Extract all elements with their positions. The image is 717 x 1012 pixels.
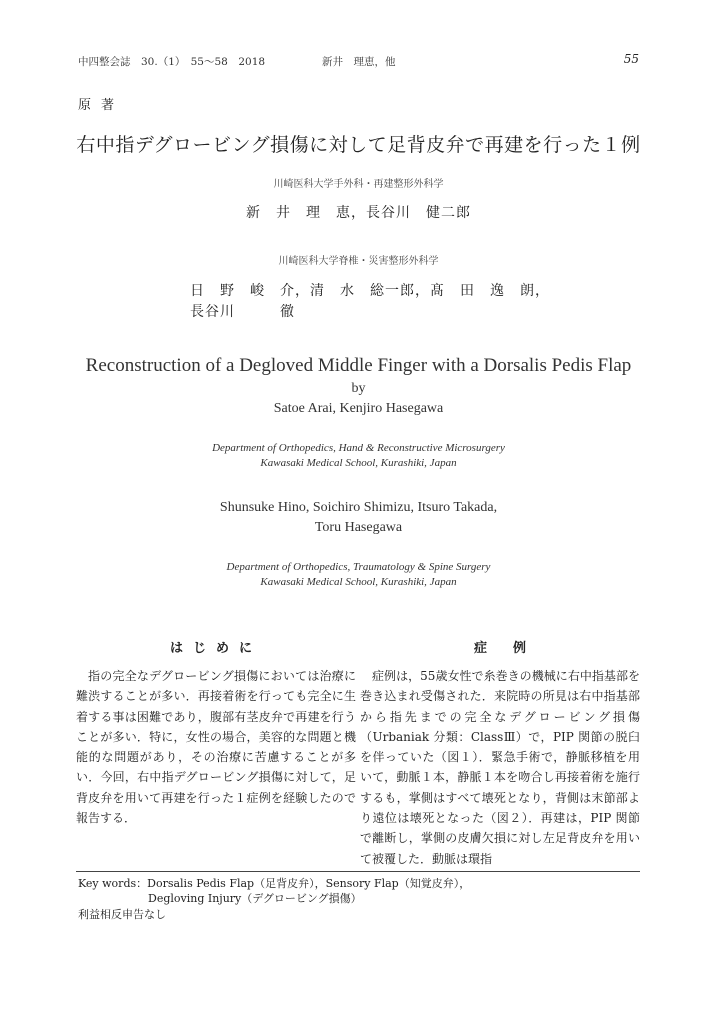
intro-column	[76, 666, 356, 828]
by-line: by	[351, 381, 366, 396]
page-number: 55	[623, 52, 639, 66]
running-authors: 新井 理恵，他	[322, 56, 396, 68]
authors-1-japanese: 新 井 理 恵，長谷川 健二郎	[246, 205, 471, 221]
affiliation-2-english-line-2: Kawasaki Medical School, Kurashiki, Japan	[260, 576, 457, 588]
authors-2-english-line-1: Shunsuke Hino, Soichiro Shimizu, Itsuro Takada,	[219, 500, 498, 515]
affiliation-1-japanese: 川崎医科大学手外科・再建整形外科学	[273, 179, 444, 190]
case-paragraph: 症例は，55歳女性で糸巻きの機械に右中指基部を巻き込まれ受傷された．来院時の所見は右中指基部から指先までの完全なデグロービング損傷（Urbaniak 分類：ClassⅢ）で，PIP 関節の脱臼を伴っていた（図１）．緊急手術で，静脈移植を用いて，動脈１本，静脈１本を吻合し再接着術を施行するも，掌側はすべて壊死となり，背側は末節部より遠位は壊死となった（図２）．再建は，PIP 関節で離断し，掌側の皮膚欠損に対し左足背皮弁を用いて被覆した．動脈は環指	[360, 669, 640, 866]
journal-citation: 中四整会誌 30.（1） 55～58 2018	[78, 56, 266, 68]
case-heading: 症 例	[473, 641, 526, 656]
keywords-line-1: Key words：Dorsalis Pedis Flap（足背皮弁），Sensory Flap（知覚皮弁），	[78, 877, 471, 890]
affiliation-1-english	[0, 441, 717, 471]
authors-2-english-line-2: Toru Hasegawa	[314, 520, 403, 535]
affiliation-1-english-line-1: Department of Orthopedics, Hand & Reconstructive Microsurgery	[212, 442, 505, 454]
authors-2-english	[0, 498, 717, 538]
title-english: Reconstruction of a Degloved Middle Finger with a Dorsalis Pedis Flap	[85, 355, 632, 376]
title-japanese: 右中指デグロービング損傷に対して足背皮弁で再建を行った１例	[76, 134, 641, 156]
authors-2-japanese-line-1: 日 野 峻 介，清 水 総一郎，髙 田 逸 朗，	[190, 283, 550, 299]
keywords-line-2: Degloving Injury（デグロービング損傷）	[148, 892, 362, 905]
affiliation-2-english-line-1: Department of Orthopedics, Traumatology & Spine Surgery	[226, 561, 491, 573]
footnote-divider	[76, 871, 640, 872]
authors-2-japanese-line-2: 長谷川 徹	[190, 304, 295, 320]
intro-paragraph: 指の完全なデグロービング損傷においては治療に難渋することが多い．再接着術を行っても完全に生着する事は困難であり，腹部有茎皮弁で再建を行うことが多い．特に，女性の場合，美容的な問題と機能的な問題があり，その治療に苦慮することが多い．今回，右中指デグロービング損傷に対して，足背皮弁を用いて再建を行った１症例を経験したので報告する．	[76, 669, 356, 826]
article-category: 原著	[78, 98, 125, 113]
affiliation-1-english-line-2: Kawasaki Medical School, Kurashiki, Japan	[260, 457, 457, 469]
affiliation-2-japanese: 川崎医科大学脊椎・災害整形外科学	[278, 256, 439, 267]
authors-1-english: Satoe Arai, Kenjiro Hasegawa	[273, 401, 444, 416]
conflict-of-interest: 利益相反申告なし	[78, 908, 166, 921]
intro-heading: はじめに	[169, 641, 262, 656]
affiliation-2-english	[0, 560, 717, 590]
case-column	[360, 666, 640, 869]
